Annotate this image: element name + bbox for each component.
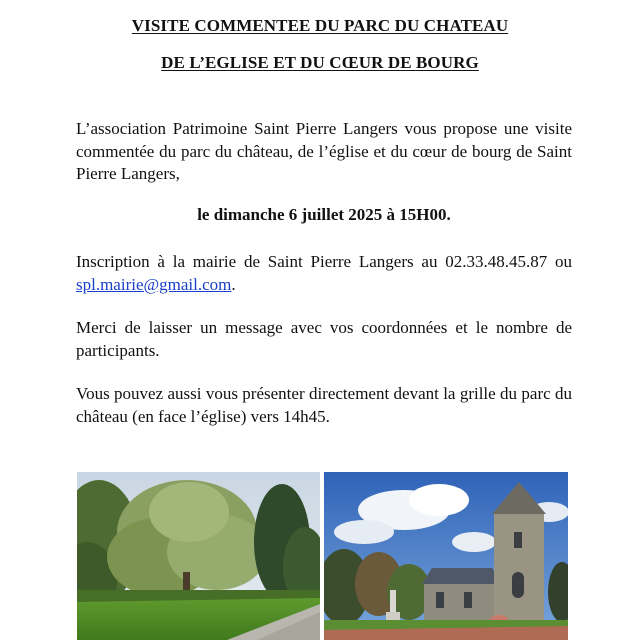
- registration-text: Inscription à la mairie de Saint Pierre Langers au 02.33.48.45.87 ou: [76, 252, 572, 271]
- church-photo: [324, 472, 568, 640]
- message-paragraph: Merci de laisser un message avec vos coordonnées et le nombre de participants.: [76, 318, 572, 360]
- date-suffix: .: [446, 205, 451, 224]
- intro-paragraph: L’association Patrimoine Saint Pierre Langers vous propose une visite commentée du parc du château, de l’église et du cœur de bourg de Saint Pierre Langers,: [76, 119, 572, 183]
- park-trees-photo: [77, 472, 320, 640]
- email-link[interactable]: spl.mairie@gmail.com: [76, 274, 232, 294]
- document-title-line-2: DE L’EGLISE ET DU CŒUR DE BOURG: [161, 53, 479, 72]
- date-paragraph: [76, 204, 572, 227]
- registration-suffix: .: [231, 274, 236, 294]
- event-date: le dimanche 6 juillet 2025 à 15H00: [197, 205, 447, 224]
- direct-visit-paragraph: Vous pouvez aussi vous présenter directement devant la grille du parc du château (en face l’église) vers 14h45.: [76, 384, 572, 426]
- document-title-line-1: VISITE COMMENTEE DU PARC DU CHATEAU: [131, 16, 509, 35]
- church-illustration: [324, 472, 568, 640]
- park-trees-illustration: [77, 472, 320, 640]
- registration-paragraph: [76, 251, 572, 296]
